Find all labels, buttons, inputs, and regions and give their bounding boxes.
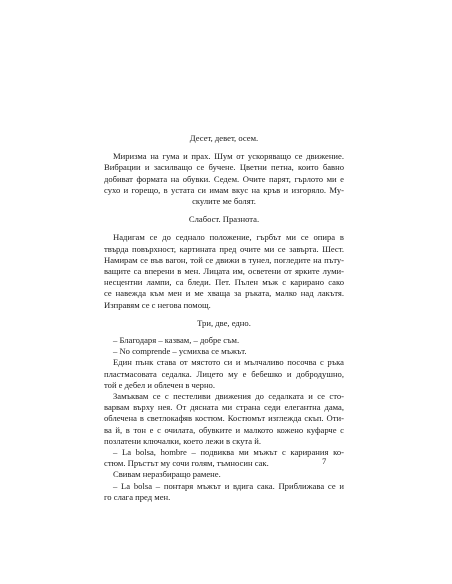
paragraph-1-line: Миризма на гума и прах. Шум от ускоряващо се движение.: [113, 151, 344, 162]
dialogue-line: – No comprende – усмихва се мъжът.: [113, 346, 247, 357]
paragraph-4-line: Замъквам се с пестеливи движения до седалката и се сто-: [113, 391, 344, 402]
page-text-block: [104, 133, 344, 503]
paragraph-2-line: несцентни лампи, са бледи. Пет. Пълен мъж с карирано сако: [104, 277, 344, 288]
paragraph-3-line: пластмасовата седалка. Лицето му е бебешко и добродушно,: [104, 368, 344, 379]
countdown-line: Три, две, едно.: [197, 317, 251, 328]
paragraph-4-line: облечена в светлокафяв костюм. Костюмът изглежда скъп. Оти-: [104, 413, 344, 424]
paragraph-5-line: Свивам неразбиращо рамене.: [113, 469, 221, 480]
paragraph-1-line: добиват формата на обувки. Седем. Очите парят, гърлото ми е: [104, 173, 344, 184]
paragraph-2-line: се навежда към мен и ме хваща за ръката, малко над лакътя.: [104, 288, 344, 299]
paragraph-2-line: Надигам се до седнало положение, гърбът ми се опира в: [113, 232, 344, 243]
paragraph-2-line: ващите са вперени в мен. Лицата им, осветени от ярките луми-: [104, 266, 344, 277]
dialogue-line: го слага пред мен.: [104, 491, 171, 502]
page-number: 7: [322, 456, 327, 466]
paragraph-4-line: варвам върху нея. От дясната ми страна седи елегантна дама,: [104, 402, 344, 413]
paragraph-2-line: твърда повърхност, картината пред очите ми се завърта. Шест.: [104, 243, 344, 254]
paragraph-4-line: ва й, в тон е с очилата, обувките и малкото кожено куфарче с: [104, 424, 344, 435]
opening-heading: Десет, девет, осем.: [189, 133, 259, 143]
dialogue-line: – Благодаря – казвам, – добре съм.: [113, 335, 240, 346]
paragraph-1-line: скулите ме болят.: [192, 196, 256, 207]
dialogue-line: – La bolsa – понтаря мъжът и вдига сака. Приближава се и: [113, 480, 344, 491]
subheading: Слабост. Празнота.: [188, 214, 260, 225]
dialogue-line: – La bolsa, hombre – подвиква ми мъжът с карирания ко-: [113, 447, 344, 458]
dialogue-line: стюм. Пръстът му сочи голям, тъмносин сак.: [104, 458, 269, 469]
paragraph-1-line: Вибрации и засилващо се бучене. Цветни петна, които бавно: [104, 162, 344, 173]
paragraph-4-line: позлатени ключалки, което лежи в скута й.: [104, 435, 261, 446]
paragraph-3-line: Един пънк става от мястото си и мълчаливо посочва с ръка: [113, 357, 344, 368]
paragraph-2-line: Изправям се с негова помощ.: [104, 299, 211, 310]
paragraph-3-line: той е дебел и облечен в черно.: [104, 379, 216, 390]
paragraph-2-line: Намирам се във вагон, той се движи в тунел, погледите на пъту-: [104, 254, 344, 265]
paragraph-1-line: сухо и горещо, в устата си имам вкус на кръв и изгоряло. Му-: [104, 184, 344, 195]
